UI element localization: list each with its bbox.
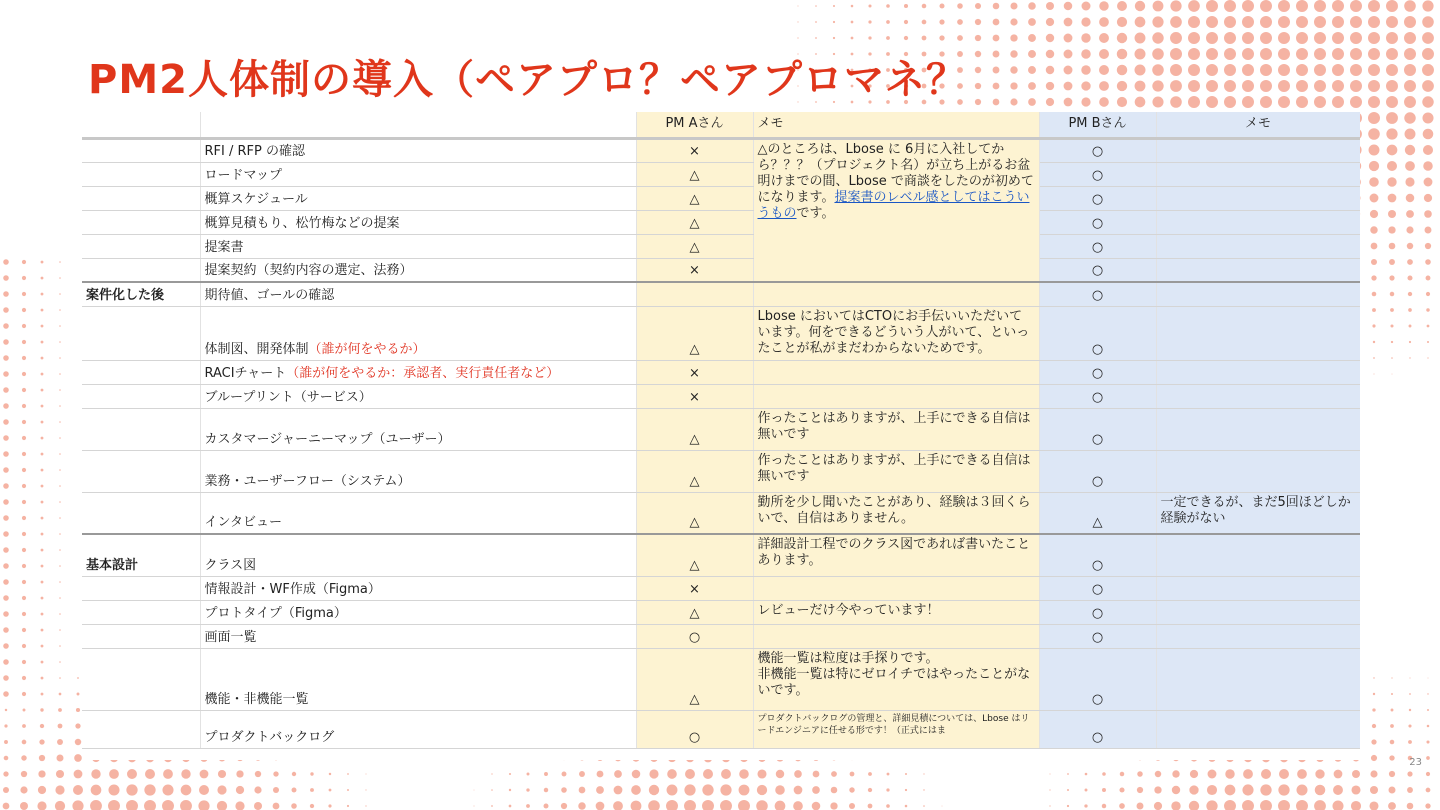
- item-label: 機能・非機能一覧: [204, 691, 309, 707]
- memo-a-cell: [753, 384, 1039, 408]
- memo-b-cell: [1156, 384, 1360, 408]
- pm-a-mark: △: [636, 306, 753, 360]
- item-label: 業務・ユーザーフロー（システム）: [204, 473, 411, 489]
- memo-a-cell: 機能一覧は粒度は手探りです。 非機能一覧は特にゼロイチではやったことがないです。: [753, 648, 1039, 710]
- memo-a-cell: プロダクトバックログの管理と、詳細見積については、Lbose はリードエンジニアに任せる形です！（正式にはま: [753, 710, 1039, 748]
- item-cell: [200, 360, 636, 384]
- table-row: [82, 162, 1360, 186]
- memo-b-cell: [1156, 258, 1360, 282]
- item-cell: [200, 258, 636, 282]
- pm-b-mark: ○: [1039, 234, 1156, 258]
- memo-b-cell: [1156, 186, 1360, 210]
- pm-a-mark: ○: [636, 624, 753, 648]
- item-cell: [200, 210, 636, 234]
- item-label: インタビュー: [204, 515, 282, 530]
- memo-b-cell: [1156, 710, 1360, 748]
- pm-b-mark: △: [1039, 492, 1156, 534]
- header-item: [200, 112, 636, 138]
- pm-a-mark: △: [636, 186, 753, 210]
- pm-b-mark: ○: [1039, 360, 1156, 384]
- memo-b-cell: [1156, 306, 1360, 360]
- memo-b-cell: [1156, 138, 1360, 162]
- memo-a-cell: 詳細設計工程でのクラス図であれば書いたことあります。: [753, 534, 1039, 576]
- pm-b-mark: ○: [1039, 534, 1156, 576]
- item-cell: [200, 648, 636, 710]
- table-row: [82, 138, 1360, 162]
- item-label: 提案契約（契約内容の選定、法務）: [204, 263, 413, 278]
- item-cell: [200, 234, 636, 258]
- pm-b-mark: ○: [1039, 258, 1156, 282]
- table-row: [82, 384, 1360, 408]
- section-cell: [82, 492, 200, 534]
- memo-a-cell: Lbose においてはCTOにお手伝いいただいています。何をできるどういう人がいて、といったことが私がまだわからないためです。: [753, 306, 1039, 360]
- memo-a-cell: [753, 576, 1039, 600]
- section-cell: [82, 258, 200, 282]
- section-cell: [82, 306, 200, 360]
- memo-b-cell: [1156, 234, 1360, 258]
- memo-a-cell: 作ったことはありますが、上手にできる自信は無いです: [753, 450, 1039, 492]
- table-row: [82, 576, 1360, 600]
- section-cell: [82, 138, 200, 162]
- item-cell: [200, 306, 636, 360]
- memo-a-merged: [753, 138, 1039, 282]
- section-cell: [82, 360, 200, 384]
- item-cell: [200, 186, 636, 210]
- pm-a-mark: ×: [636, 384, 753, 408]
- memo-b-cell: [1156, 408, 1360, 450]
- table-row: [82, 282, 1360, 306]
- pm-a-mark: △: [636, 408, 753, 450]
- item-label: ブループリント（サービス）: [204, 389, 372, 405]
- table-row: [82, 234, 1360, 258]
- memo-a-cell: 勤所を少し聞いたことがあり、経験は３回くらいで、自信はありません。: [753, 492, 1039, 534]
- table-row: [82, 492, 1360, 534]
- pm-a-mark: △: [636, 234, 753, 258]
- pm-a-mark: △: [636, 162, 753, 186]
- table-row: [82, 648, 1360, 710]
- memo-a-cell: レビューだけ今やっています！: [753, 600, 1039, 624]
- pm-a-mark: [636, 282, 753, 306]
- item-note-red: （誰が何をやるか：承認者、実行責任者など）: [286, 365, 560, 381]
- item-cell: [200, 624, 636, 648]
- section-cell: [82, 624, 200, 648]
- pm-a-mark: △: [636, 210, 753, 234]
- pm-b-mark: ○: [1039, 408, 1156, 450]
- header-memo-b: メモ: [1156, 112, 1360, 138]
- pm-b-mark: ○: [1039, 186, 1156, 210]
- memo-b-cell: [1156, 624, 1360, 648]
- pm-b-mark: ○: [1039, 162, 1156, 186]
- item-label: 概算見積もり、松竹梅などの提案: [204, 215, 400, 231]
- section-cell: [82, 408, 200, 450]
- pm-a-mark: ×: [636, 138, 753, 162]
- section-cell: [82, 710, 200, 748]
- item-cell: [200, 600, 636, 624]
- memo-a-cell: 作ったことはありますが、上手にできる自信は無いです: [753, 408, 1039, 450]
- pm-b-mark: ○: [1039, 624, 1156, 648]
- section-cell: [82, 450, 200, 492]
- pm-b-mark: ○: [1039, 576, 1156, 600]
- memo-b-cell: [1156, 648, 1360, 710]
- item-note-red: （誰が何をやるか）: [308, 341, 426, 357]
- section-cell: [82, 576, 200, 600]
- item-label: 情報設計・WF作成（Figma）: [204, 581, 381, 597]
- pm-a-mark: ×: [636, 360, 753, 384]
- pm-a-mark: ○: [636, 710, 753, 748]
- item-cell: [200, 282, 636, 306]
- table-row: [82, 306, 1360, 360]
- memo-a-merged-tail: です。: [796, 205, 835, 221]
- item-label: 提案書: [204, 239, 244, 255]
- header-pm-b: PM Bさん: [1039, 112, 1156, 138]
- section-cell: 基本設計: [82, 534, 200, 576]
- memo-b-cell: [1156, 162, 1360, 186]
- section-cell: [82, 234, 200, 258]
- table-row: [82, 258, 1360, 282]
- pm-a-mark: ×: [636, 576, 753, 600]
- proposal-link[interactable]: 提案書のレベル感としてはこういうもの: [757, 189, 1030, 221]
- item-label: 期待値、ゴールの確認: [204, 287, 335, 303]
- memo-a-cell: [753, 282, 1039, 306]
- item-label: RFI / RFP の確認: [204, 143, 305, 159]
- memo-b-cell: [1156, 534, 1360, 576]
- section-cell: [82, 648, 200, 710]
- table-row: [82, 210, 1360, 234]
- header-section: [82, 112, 200, 138]
- memo-b-cell: [1156, 360, 1360, 384]
- memo-a-merged-text: △のところは、Lbose に 6月に入社してから？？？（プロジェクト名）が立ち上がるお盆明けまでの間、Lbose で商談をしたのが初めてになります。: [757, 141, 1034, 205]
- pm-b-mark: ○: [1039, 450, 1156, 492]
- item-cell: [200, 408, 636, 450]
- pm-b-mark: ○: [1039, 306, 1156, 360]
- header-pm-a: PM Aさん: [636, 112, 753, 138]
- table-row: [82, 186, 1360, 210]
- memo-a-cell: [753, 360, 1039, 384]
- pm-b-mark: ○: [1039, 600, 1156, 624]
- slide-title: PM2人体制の導入（ペアプロ？ペアプロマネ？: [88, 57, 967, 103]
- item-label: 体制図、開発体制: [204, 341, 309, 357]
- section-cell: [82, 384, 200, 408]
- section-cell: [82, 186, 200, 210]
- item-cell: [200, 384, 636, 408]
- table-row: [82, 600, 1360, 624]
- item-label: 画面一覧: [204, 629, 257, 645]
- section-cell: [82, 162, 200, 186]
- item-cell: [200, 450, 636, 492]
- pm-b-mark: ○: [1039, 282, 1156, 306]
- memo-a-cell: [753, 624, 1039, 648]
- section-cell: [82, 600, 200, 624]
- item-cell: [200, 162, 636, 186]
- pm-a-mark: △: [636, 534, 753, 576]
- table-row: [82, 408, 1360, 450]
- table-row: [82, 534, 1360, 576]
- item-label: クラス図: [204, 557, 257, 573]
- item-label: プロダクトバックログ: [204, 729, 335, 745]
- skills-table: [82, 112, 1360, 760]
- memo-b-cell: [1156, 600, 1360, 624]
- pm-a-mark: △: [636, 600, 753, 624]
- section-cell: [82, 210, 200, 234]
- pm-b-mark: ○: [1039, 710, 1156, 748]
- item-cell: [200, 534, 636, 576]
- item-label: カスタマージャーニーマップ（ユーザー）: [204, 431, 451, 447]
- pm-a-mark: △: [636, 450, 753, 492]
- table-row: [82, 624, 1360, 648]
- item-label: 概算スケジュール: [204, 191, 308, 207]
- header-memo-a: メモ: [753, 112, 1039, 138]
- table-row: [82, 710, 1360, 748]
- pm-a-mark: △: [636, 648, 753, 710]
- pm-a-mark: △: [636, 492, 753, 534]
- pm-b-mark: ○: [1039, 384, 1156, 408]
- memo-b-cell: 一定できるが、まだ5回ほどしか経験がない: [1156, 492, 1360, 534]
- memo-b-cell: [1156, 450, 1360, 492]
- item-cell: [200, 138, 636, 162]
- item-cell: [200, 710, 636, 748]
- pm-b-mark: ○: [1039, 210, 1156, 234]
- pm-a-mark: ×: [636, 258, 753, 282]
- pm-b-mark: ○: [1039, 138, 1156, 162]
- item-cell: [200, 492, 636, 534]
- item-label: RACIチャート: [204, 365, 287, 381]
- item-label: ロードマップ: [204, 167, 282, 183]
- table-header-row: [82, 112, 1360, 138]
- section-cell: 案件化した後: [82, 282, 200, 306]
- item-label: プロトタイプ（Figma）: [204, 605, 347, 621]
- item-cell: [200, 576, 636, 600]
- memo-b-cell: [1156, 282, 1360, 306]
- memo-b-cell: [1156, 210, 1360, 234]
- table-row: [82, 450, 1360, 492]
- pm-b-mark: ○: [1039, 648, 1156, 710]
- page-number: 23: [1409, 757, 1422, 768]
- memo-b-cell: [1156, 576, 1360, 600]
- table-row: [82, 360, 1360, 384]
